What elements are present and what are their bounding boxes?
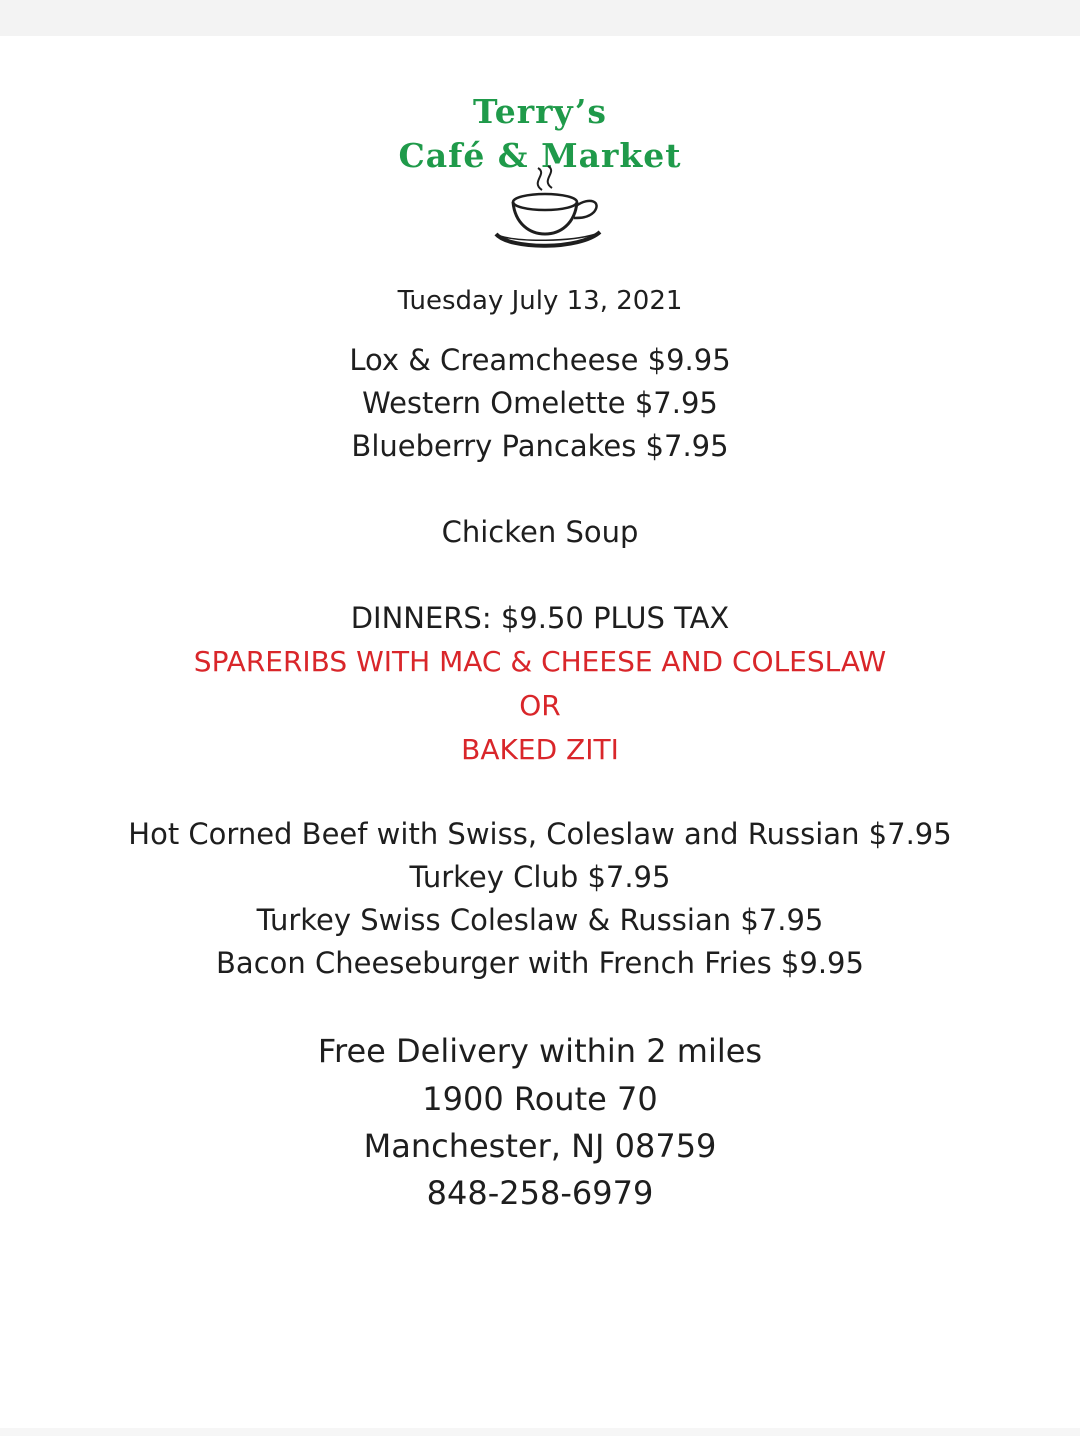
phone-number: 848-258-6979 — [426, 1174, 654, 1212]
dinner-option-spareribs: SPARERIBS WITH MAC & CHEESE AND COLESLAW — [193, 645, 887, 678]
logo-name-line: Terry’s — [473, 92, 607, 131]
sandwich-item: Bacon Cheeseburger with French Fries $9.95 — [216, 946, 864, 980]
dinner-or-separator: OR — [519, 689, 561, 722]
address-city-state-zip: Manchester, NJ 08759 — [363, 1127, 717, 1165]
breakfast-item: Lox & Creamcheese $9.95 — [349, 343, 731, 377]
dinner-option-baked-ziti: BAKED ZITI — [461, 733, 619, 766]
sandwich-item: Hot Corned Beef with Swiss, Coleslaw and Russian $7.95 — [128, 817, 952, 851]
breakfast-item: Blueberry Pancakes $7.95 — [351, 429, 729, 463]
bottom-bar — [0, 1428, 1080, 1436]
coffee-cup-icon — [490, 162, 610, 254]
dinners-heading: DINNERS: $9.50 PLUS TAX — [350, 601, 730, 635]
logo-cafe-market-line: Café & Market — [398, 136, 682, 175]
delivery-info: Free Delivery within 2 miles — [317, 1032, 763, 1070]
top-status-bar — [0, 0, 1080, 36]
sandwich-item: Turkey Club $7.95 — [409, 860, 671, 894]
breakfast-item: Western Omelette $7.95 — [362, 386, 718, 420]
sandwich-item: Turkey Swiss Coleslaw & Russian $7.95 — [256, 903, 824, 937]
soup-of-the-day: Chicken Soup — [441, 515, 639, 549]
address-street: 1900 Route 70 — [422, 1080, 658, 1118]
menu-date: Tuesday July 13, 2021 — [397, 286, 683, 316]
